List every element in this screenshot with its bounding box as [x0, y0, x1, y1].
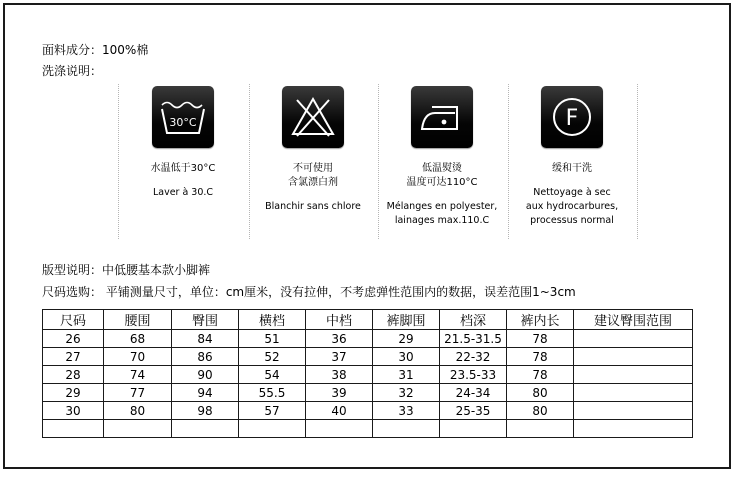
table-cell: 86 [172, 348, 239, 366]
care-item-dryclean [508, 86, 636, 228]
care-zh-text: 缓和干洗 [552, 163, 592, 174]
table-cell: 84 [172, 330, 239, 348]
table-cell: 90 [172, 366, 239, 384]
table-cell: 22-32 [440, 348, 507, 366]
table-cell: 80 [104, 402, 172, 420]
table-cell [574, 366, 693, 384]
size-note-line [42, 283, 576, 300]
table-cell: 39 [306, 384, 373, 402]
fabric-line [42, 41, 148, 58]
table-cell: 37 [306, 348, 373, 366]
wash-30c-icon [152, 86, 214, 148]
table-row [43, 348, 693, 366]
table-cell: 54 [239, 366, 306, 384]
table-cell [574, 384, 693, 402]
table-cell: 24-34 [440, 384, 507, 402]
header-cell: 横档 [239, 310, 306, 330]
no-bleach-icon [282, 86, 344, 148]
table-cell: 74 [104, 366, 172, 384]
table-cell: 29 [373, 330, 440, 348]
table-cell: 38 [306, 366, 373, 384]
table-cell: 51 [239, 330, 306, 348]
care-zh-text: 水温低于30°C [150, 163, 216, 174]
table-row [43, 330, 693, 348]
table-cell: 68 [104, 330, 172, 348]
header-cell: 裤内长 [507, 310, 574, 330]
header-cell: 中档 [306, 310, 373, 330]
header-cell: 建议臀围范围 [574, 310, 693, 330]
size-table-header [43, 310, 693, 330]
size-note-label: 尺码选购： [42, 285, 103, 299]
table-cell: 33 [373, 402, 440, 420]
header-cell: 臀围 [172, 310, 239, 330]
care-zh-text: 不可使用 含氯漂白剂 [288, 163, 338, 188]
table-cell [104, 420, 172, 438]
fit-label: 版型说明： [42, 263, 103, 277]
header-cell: 尺码 [43, 310, 104, 330]
care-item-wash [119, 86, 247, 200]
dry-clean-letter: F [565, 106, 579, 131]
table-cell [574, 402, 693, 420]
wash-temp-label: 30°C [169, 116, 197, 129]
table-cell: 78 [507, 348, 574, 366]
table-cell: 23.5-33 [440, 366, 507, 384]
table-row [43, 384, 693, 402]
table-cell [239, 420, 306, 438]
header-cell: 裤脚围 [373, 310, 440, 330]
header-cell: 档深 [440, 310, 507, 330]
size-table [42, 309, 693, 438]
table-cell: 36 [306, 330, 373, 348]
table-cell: 80 [507, 402, 574, 420]
table-cell [574, 420, 693, 438]
header-cell: 腰围 [104, 310, 172, 330]
table-cell [306, 420, 373, 438]
low-iron-icon [411, 86, 473, 148]
table-cell: 32 [373, 384, 440, 402]
care-fr-text: Nettoyage à sec aux hydrocarbures, processus normal [525, 187, 619, 226]
table-cell: 70 [104, 348, 172, 366]
table-row [43, 420, 693, 438]
table-cell: 31 [373, 366, 440, 384]
table-cell [440, 420, 507, 438]
fabric-value: 100%棉 [102, 43, 149, 57]
care-zh-text: 低温熨烫 温度可达110°C [406, 163, 478, 188]
table-row [43, 402, 693, 420]
size-note-value: 平铺测量尺寸，单位：cm厘米，没有拉伸，不考虑弹性范围内的数据，误差范围1~3cm [102, 285, 576, 299]
table-cell: 77 [104, 384, 172, 402]
fabric-label: 面料成分： [42, 43, 103, 57]
fit-value: 中低腰基本款小脚裤 [102, 263, 211, 277]
table-cell [172, 420, 239, 438]
table-cell: 29 [43, 384, 104, 402]
table-cell [507, 420, 574, 438]
table-cell: 55.5 [239, 384, 306, 402]
care-fr-text: Laver à 30.C [152, 187, 214, 198]
table-cell: 27 [43, 348, 104, 366]
table-cell [574, 330, 693, 348]
dry-clean-f-icon [541, 86, 603, 148]
table-cell: 30 [373, 348, 440, 366]
table-cell: 57 [239, 402, 306, 420]
table-cell: 30 [43, 402, 104, 420]
table-cell: 80 [507, 384, 574, 402]
table-cell [43, 420, 104, 438]
care-fr-text: Mélanges en polyester, lainages max.110.C [386, 201, 498, 226]
care-divider [637, 84, 638, 239]
table-cell [574, 348, 693, 366]
table-cell: 78 [507, 330, 574, 348]
table-cell [373, 420, 440, 438]
table-cell: 21.5-31.5 [440, 330, 507, 348]
care-fr-text: Blanchir sans chlore [265, 201, 361, 212]
table-cell: 25-35 [440, 402, 507, 420]
care-item-bleach [249, 86, 377, 214]
table-cell: 94 [172, 384, 239, 402]
table-cell: 28 [43, 366, 104, 384]
table-cell: 52 [239, 348, 306, 366]
table-cell: 26 [43, 330, 104, 348]
table-row [43, 366, 693, 384]
care-item-iron [378, 86, 506, 228]
table-cell: 78 [507, 366, 574, 384]
fit-line [42, 261, 210, 278]
wash-heading: 洗涤说明： [42, 64, 103, 78]
table-cell: 40 [306, 402, 373, 420]
table-cell: 98 [172, 402, 239, 420]
